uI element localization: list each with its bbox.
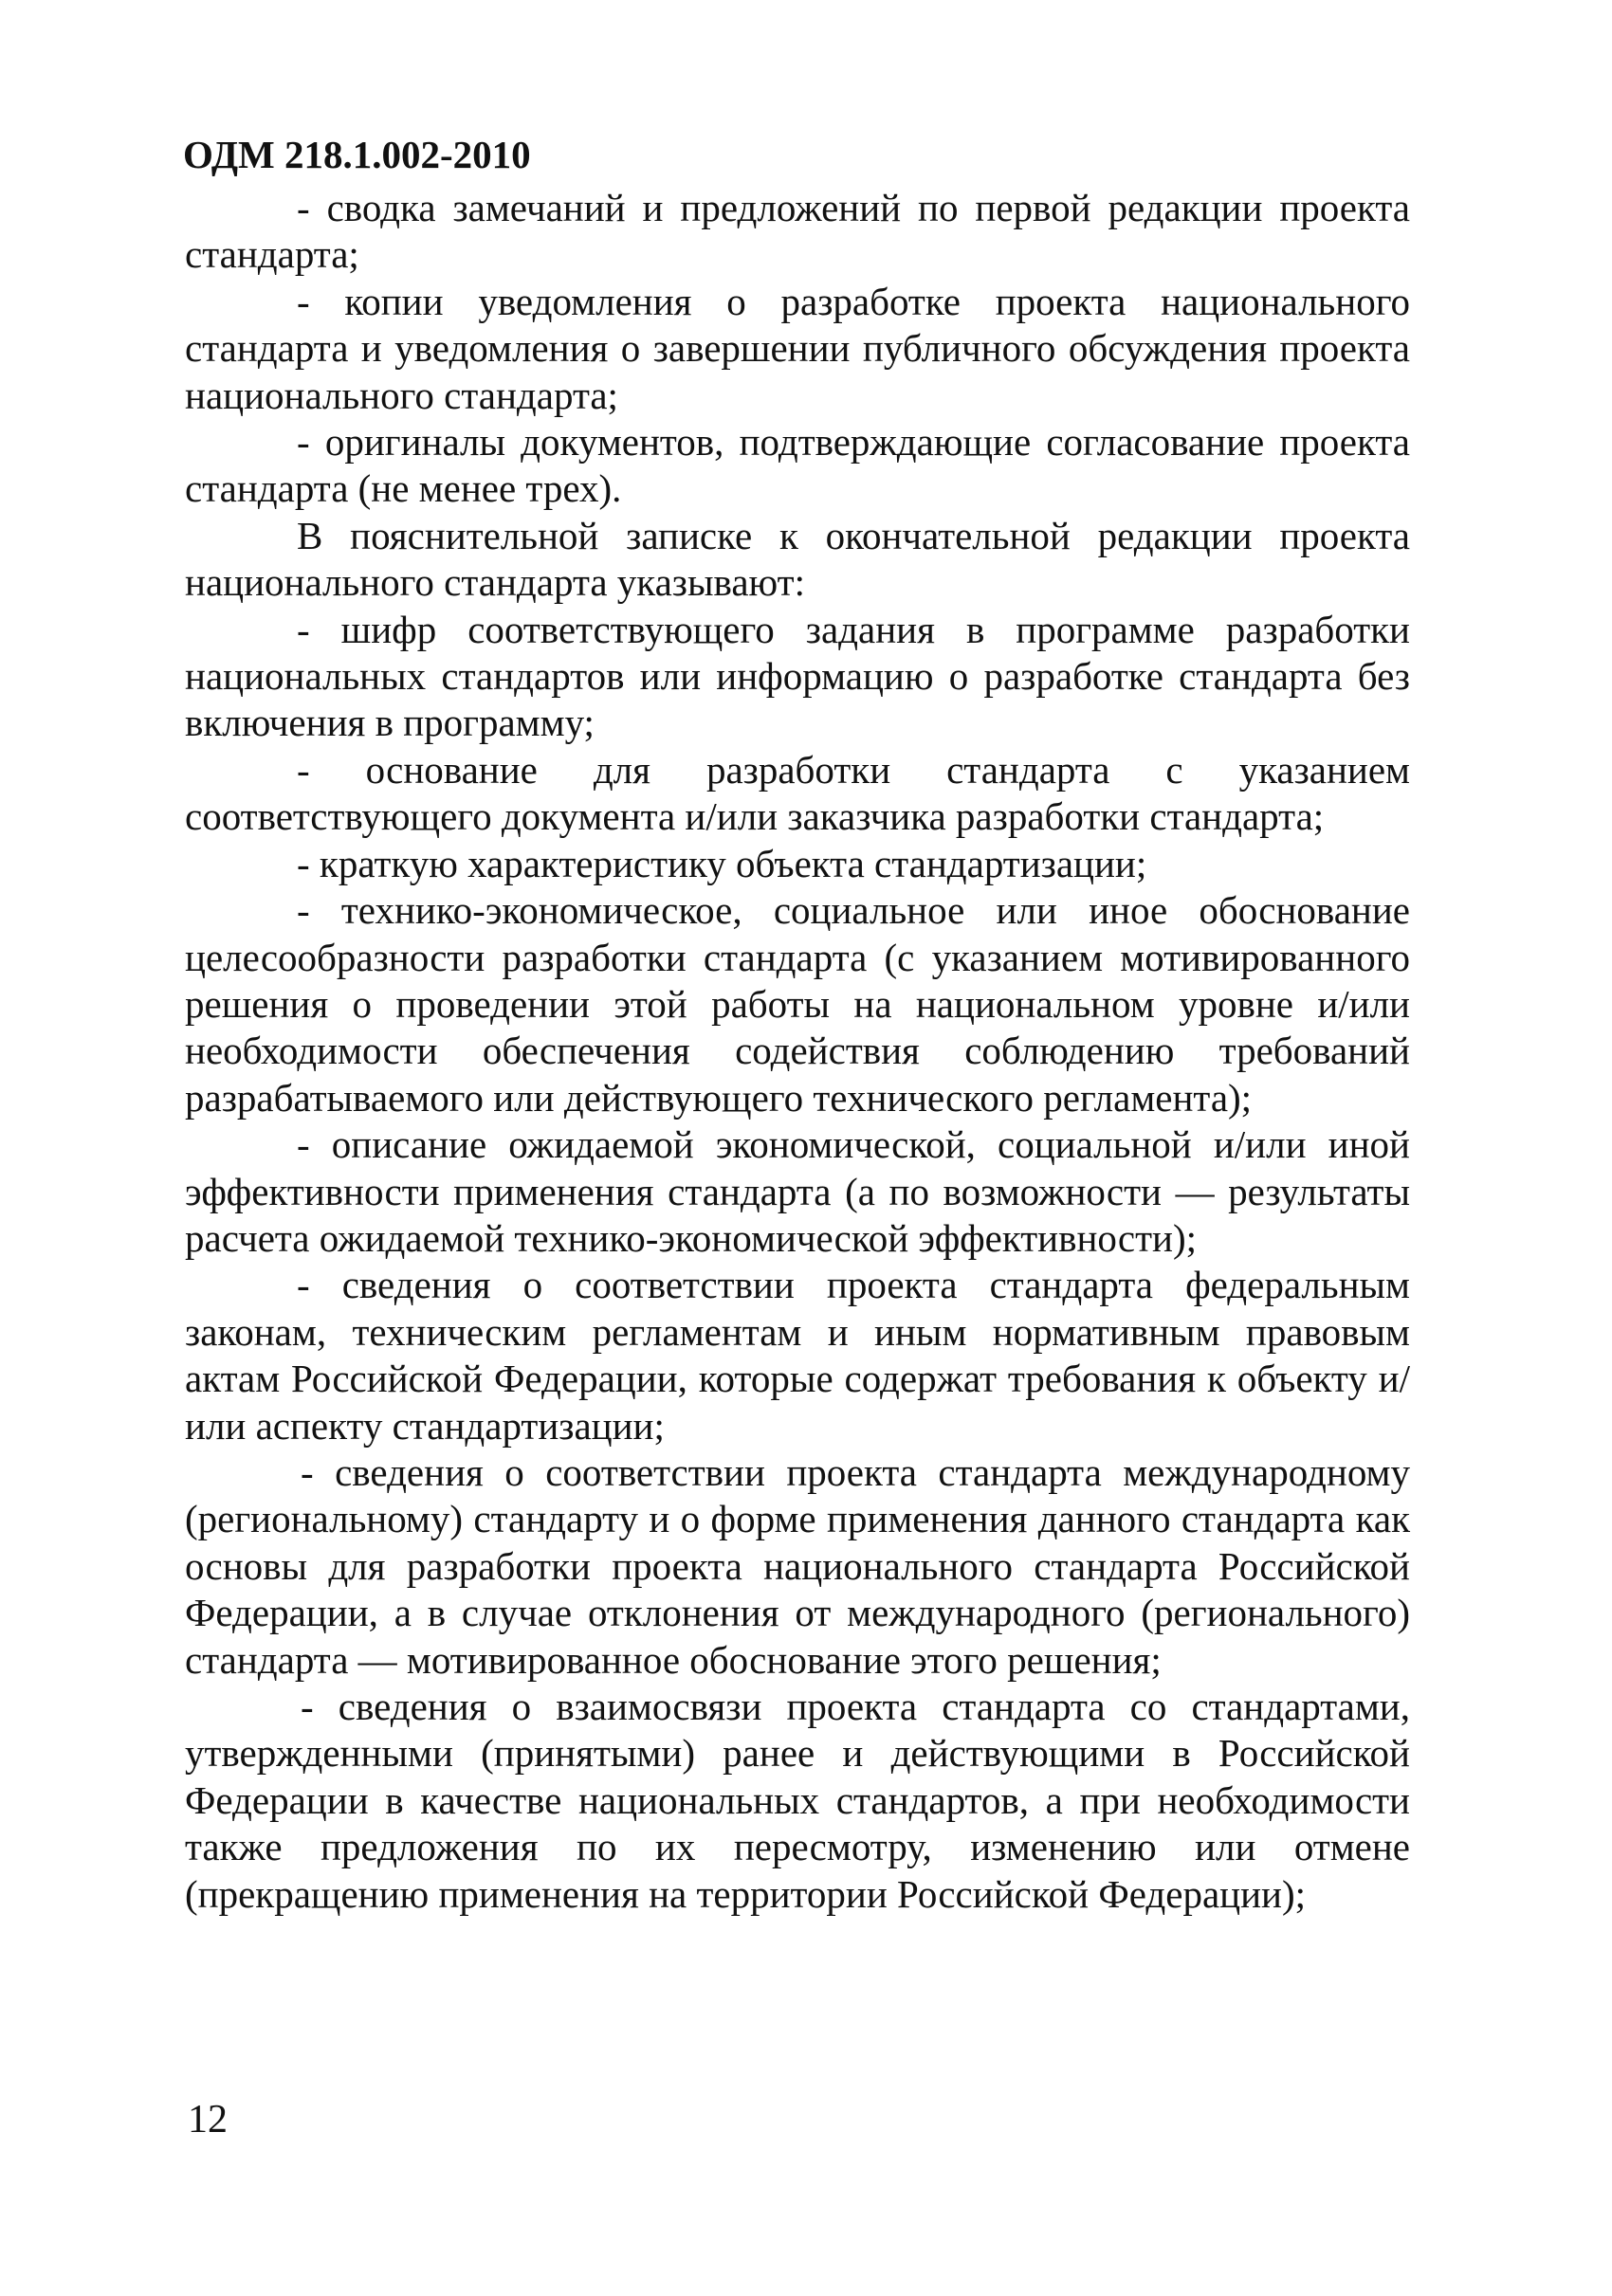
list-item-justification: - технико-экономическое, социальное или иное обоснование целесообразности разработки стандарта (с указанием мотивированного решения о проведении этой работы на национальном уровне и/или необходимости обеспечения содействия соблюдению требований разрабатываемого или действующего технического регламента); [185, 888, 1410, 1120]
list-item-notification-copies: - копии уведомления о разработке проекта национального стандарта и уведомления о завершении публичного обсуждения проекта национального стандарта; [185, 279, 1410, 417]
page-number: 12 [188, 2098, 228, 2141]
document-code-header: ОДМ 218.1.002-2010 [183, 133, 531, 176]
list-item-federal-law-compliance: - сведения о соответствии проекта стандарта федеральным законам, техническим регламентам и иным нормативным правовым актам Российской Федерации, которые содержат требования к объекту и/или аспекту стандартизации; [185, 1263, 1410, 1448]
list-item-summary-remarks: - сводка замечаний и предложений по первой редакции проекта стандарта; [185, 186, 1410, 277]
list-item-standards-relation: - сведения о взаимосвязи проекта стандарта со стандартами, утвержденными (принятыми) ранее и действующими в Российской Федерации в качестве национальных стандартов, а при необходимости также предложения по их пересмотру, изменению или отмене (прекращению применения на территории Российской Федерации); [185, 1685, 1410, 1916]
list-item-international-compliance: - сведения о соответствии проекта стандарта международному (региональному) стандарту и о форме применения данного стандарта как основы для разработки проекта национального стандарта Российской Федерации, а в случае отклонения от международного (регионального) стандарта — мотивированное обоснование этого решения; [185, 1449, 1410, 1682]
document-body [185, 185, 1410, 1918]
list-item-efficiency: - описание ожидаемой экономической, социальной и/или иной эффективности применения стандарта (а по возможности — результаты расчета ожидаемой технико-экономической эффективности); [185, 1122, 1410, 1260]
list-item-approval-originals: - оригиналы документов, подтверждающие согласование проекта стандарта (не менее трех). [185, 420, 1410, 511]
list-item-basis: - основание для разработки стандарта с указанием соответствующего документа и/или заказчика разработки стандарта; [185, 747, 1410, 839]
list-item-task-code: - шифр соответствующего задания в программе разработки национальных стандартов или информацию о разработке стандарта без включения в программу; [185, 607, 1410, 745]
explanatory-note-intro: В пояснительной записке к окончательной редакции проекта национального стандарта указывают: [185, 513, 1410, 605]
list-item-object-characteristics: - краткую характеристику объекта стандартизации; [297, 841, 1147, 885]
